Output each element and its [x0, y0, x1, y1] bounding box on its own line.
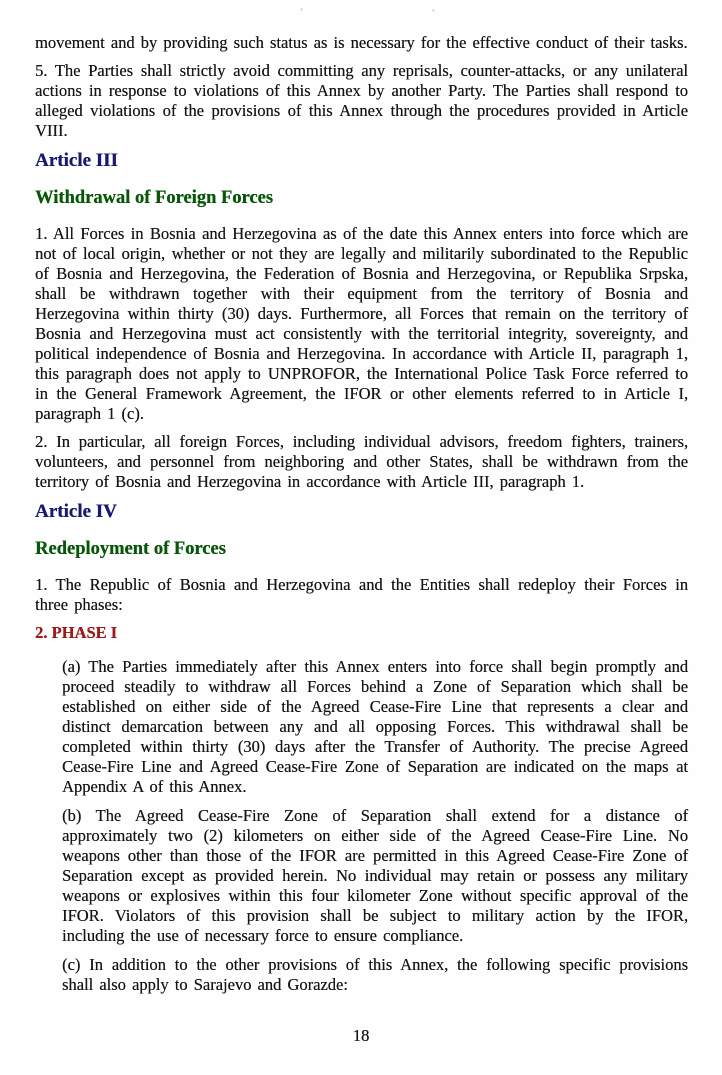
page-number: 18 — [352, 1026, 370, 1045]
heading-withdrawal-of-foreign-forces: Withdrawal of Foreign Forces — [35, 188, 273, 208]
paragraph-continuation: movement and by providing such status as is necessary for the effective conduct of their tasks. — [35, 33, 688, 52]
subparagraph-c: (c) In addition to the other provisions of this Annex, the following specific provisions shall also apply to Sarajevo and Gorazde: — [62, 955, 688, 994]
heading-article-iv: Article IV — [35, 501, 117, 522]
heading-phase-i: 2. PHASE I — [35, 623, 118, 642]
scan-artifact-speck — [432, 9, 435, 12]
paragraph-article3-2: 2. In particular, all foreign Forces, including individual advisors, freedom fighters, trainers, volunteers, and personnel from neighboring and other States, shall be withdrawn from the territory of Bosnia and Herzegovina in accordance with Article III, paragraph 1. — [35, 432, 688, 491]
scan-artifact-speck — [300, 8, 303, 11]
subparagraph-a: (a) The Parties immediately after this Annex enters into force shall begin promptly and proceed steadily to withdraw all Forces behind a Zone of Separation which shall be established on either side of the Agreed Cease-Fire Line that represents a clear and distinct demarcation between any and all opposing Forces. This withdrawal shall be completed within thirty (30) days after the Transfer of Authority. The precise Agreed Cease-Fire Line and Agreed Cease-Fire Zone of Separation are indicated on the maps at Appendix A of this Annex. — [62, 657, 688, 796]
heading-redeployment-of-forces: Redeployment of Forces — [35, 539, 226, 559]
paragraph-article4-1: 1. The Republic of Bosnia and Herzegovina and the Entities shall redeploy their Forces in three phases: — [35, 575, 688, 614]
heading-article-iii: Article III — [35, 150, 118, 171]
subparagraph-b: (b) The Agreed Cease-Fire Zone of Separation shall extend for a distance of approximately two (2) kilometers on either side of the Agreed Cease-Fire Line. No weapons other than those of the IFOR are permitted in this Agreed Cease-Fire Zone of Separation except as provided herein. No individual may retain or possess any military weapons or explosives within this four kilometer Zone without specific approval of the IFOR. Violators of this provision shall be subject to military action by the IFOR, including the use of necessary force to ensure compliance. — [62, 806, 688, 945]
paragraph-article3-1: 1. All Forces in Bosnia and Herzegovina as of the date this Annex enters into force which are not of local origin, whether or not they are legally and militarily subordinated to the Republic of Bosnia and Herzegovina, the Federation of Bosnia and Herzegovina, or Republika Srpska, shall be withdrawn together with their equipment from the territory of Bosnia and Herzegovina within thirty (30) days. Furthermore, all Forces that remain on the territory of Bosnia and Herzegovina must act consistently with the territorial integrity, sovereignty, and political independence of Bosnia and Herzegovina. In accordance with Article II, paragraph 1, this paragraph does not apply to UNPROFOR, the International Police Task Force referred to in the General Framework Agreement, the IFOR or other elements referred to in Article I, paragraph 1 (c). — [35, 224, 688, 423]
paragraph-5: 5. The Parties shall strictly avoid committing any reprisals, counter-attacks, or any unilateral actions in response to violations of this Annex by another Party. The Parties shall respond to alleged violations of the provisions of this Annex through the procedures provided in Article VIII. — [35, 61, 688, 140]
